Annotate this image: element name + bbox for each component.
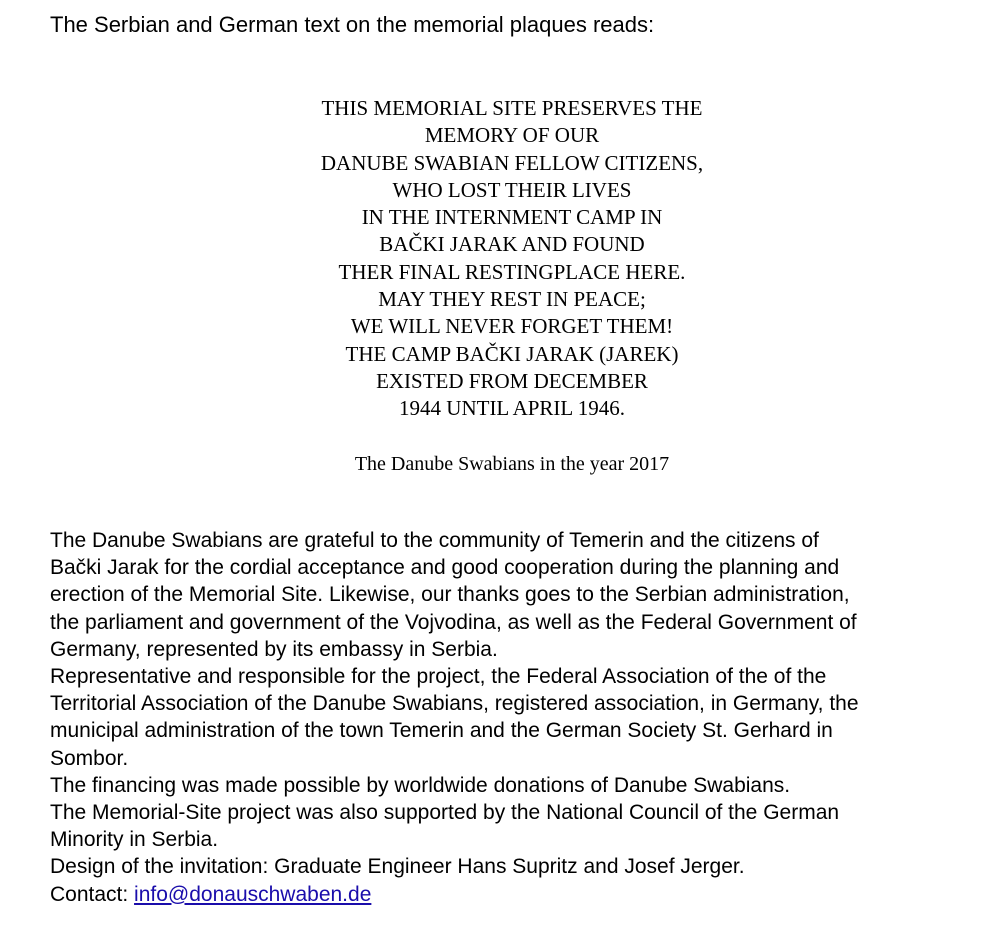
- intro-text: The Serbian and German text on the memorial plaques reads:: [50, 12, 655, 37]
- plaque-line: EXISTED FROM DECEMBER: [376, 368, 648, 393]
- plaque-line: MAY THEY REST IN PEACE;: [378, 287, 646, 312]
- body-line: erection of the Memorial Site. Likewise, our thanks goes to the Serbian administration,: [50, 583, 850, 607]
- plaque-line: WHO LOST THEIR LIVES: [392, 177, 632, 202]
- plaque-line: IN THE INTERNMENT CAMP IN: [361, 205, 663, 230]
- contact-email-link[interactable]: info@donauschwaben.de: [134, 882, 372, 906]
- contact-line: [50, 881, 990, 908]
- plaque-line: DANUBE SWABIAN FELLOW CITIZENS,: [320, 150, 704, 175]
- body-line: Bački Jarak for the cordial acceptance and good cooperation during the planning and: [50, 556, 840, 580]
- body-line: Representative and responsible for the project, the Federal Association of the of the: [50, 665, 827, 689]
- contact-label: Contact:: [50, 882, 135, 906]
- body-line: Sombor.: [50, 746, 129, 770]
- body-line: Minority in Serbia.: [50, 828, 219, 852]
- plaque-line: THER FINAL RESTINGPLACE HERE.: [338, 259, 686, 284]
- body-line: municipal administration of the town Temerin and the German Society St. Gerhard in: [50, 719, 833, 743]
- plaque-line: BAČKI JARAK AND FOUND: [379, 232, 645, 257]
- body-line: The Memorial-Site project was also supported by the National Council of the German: [50, 801, 840, 825]
- plaque-line: THIS MEMORIAL SITE PRESERVES THE: [321, 96, 703, 120]
- body-line: The Danube Swabians are grateful to the community of Temerin and the citizens of: [50, 529, 819, 552]
- body-line: The financing was made possible by worldwide donations of Danube Swabians.: [50, 773, 791, 797]
- body-line: the parliament and government of the Vojvodina, as well as the Federal Government of: [50, 610, 857, 634]
- plaque-line: THE CAMP BAČKI JARAK (JAREK): [345, 341, 679, 366]
- plaque-signature: The Danube Swabians in the year 2017: [354, 453, 670, 475]
- body-line: Germany, represented by its embassy in Serbia.: [50, 637, 498, 661]
- plaque-inscription: [0, 95, 1000, 423]
- plaque-line: WE WILL NEVER FORGET THEM!: [350, 314, 674, 339]
- acknowledgement-text: [50, 527, 990, 908]
- plaque-line: 1944 UNTIL APRIL 1946.: [399, 396, 625, 421]
- body-line: Territorial Association of the Danube Swabians, registered association, in Germany, the: [50, 692, 859, 716]
- body-line: Design of the invitation: Graduate Engineer Hans Supritz and Josef Jerger.: [50, 855, 745, 879]
- plaque-line: MEMORY OF OUR: [424, 123, 600, 148]
